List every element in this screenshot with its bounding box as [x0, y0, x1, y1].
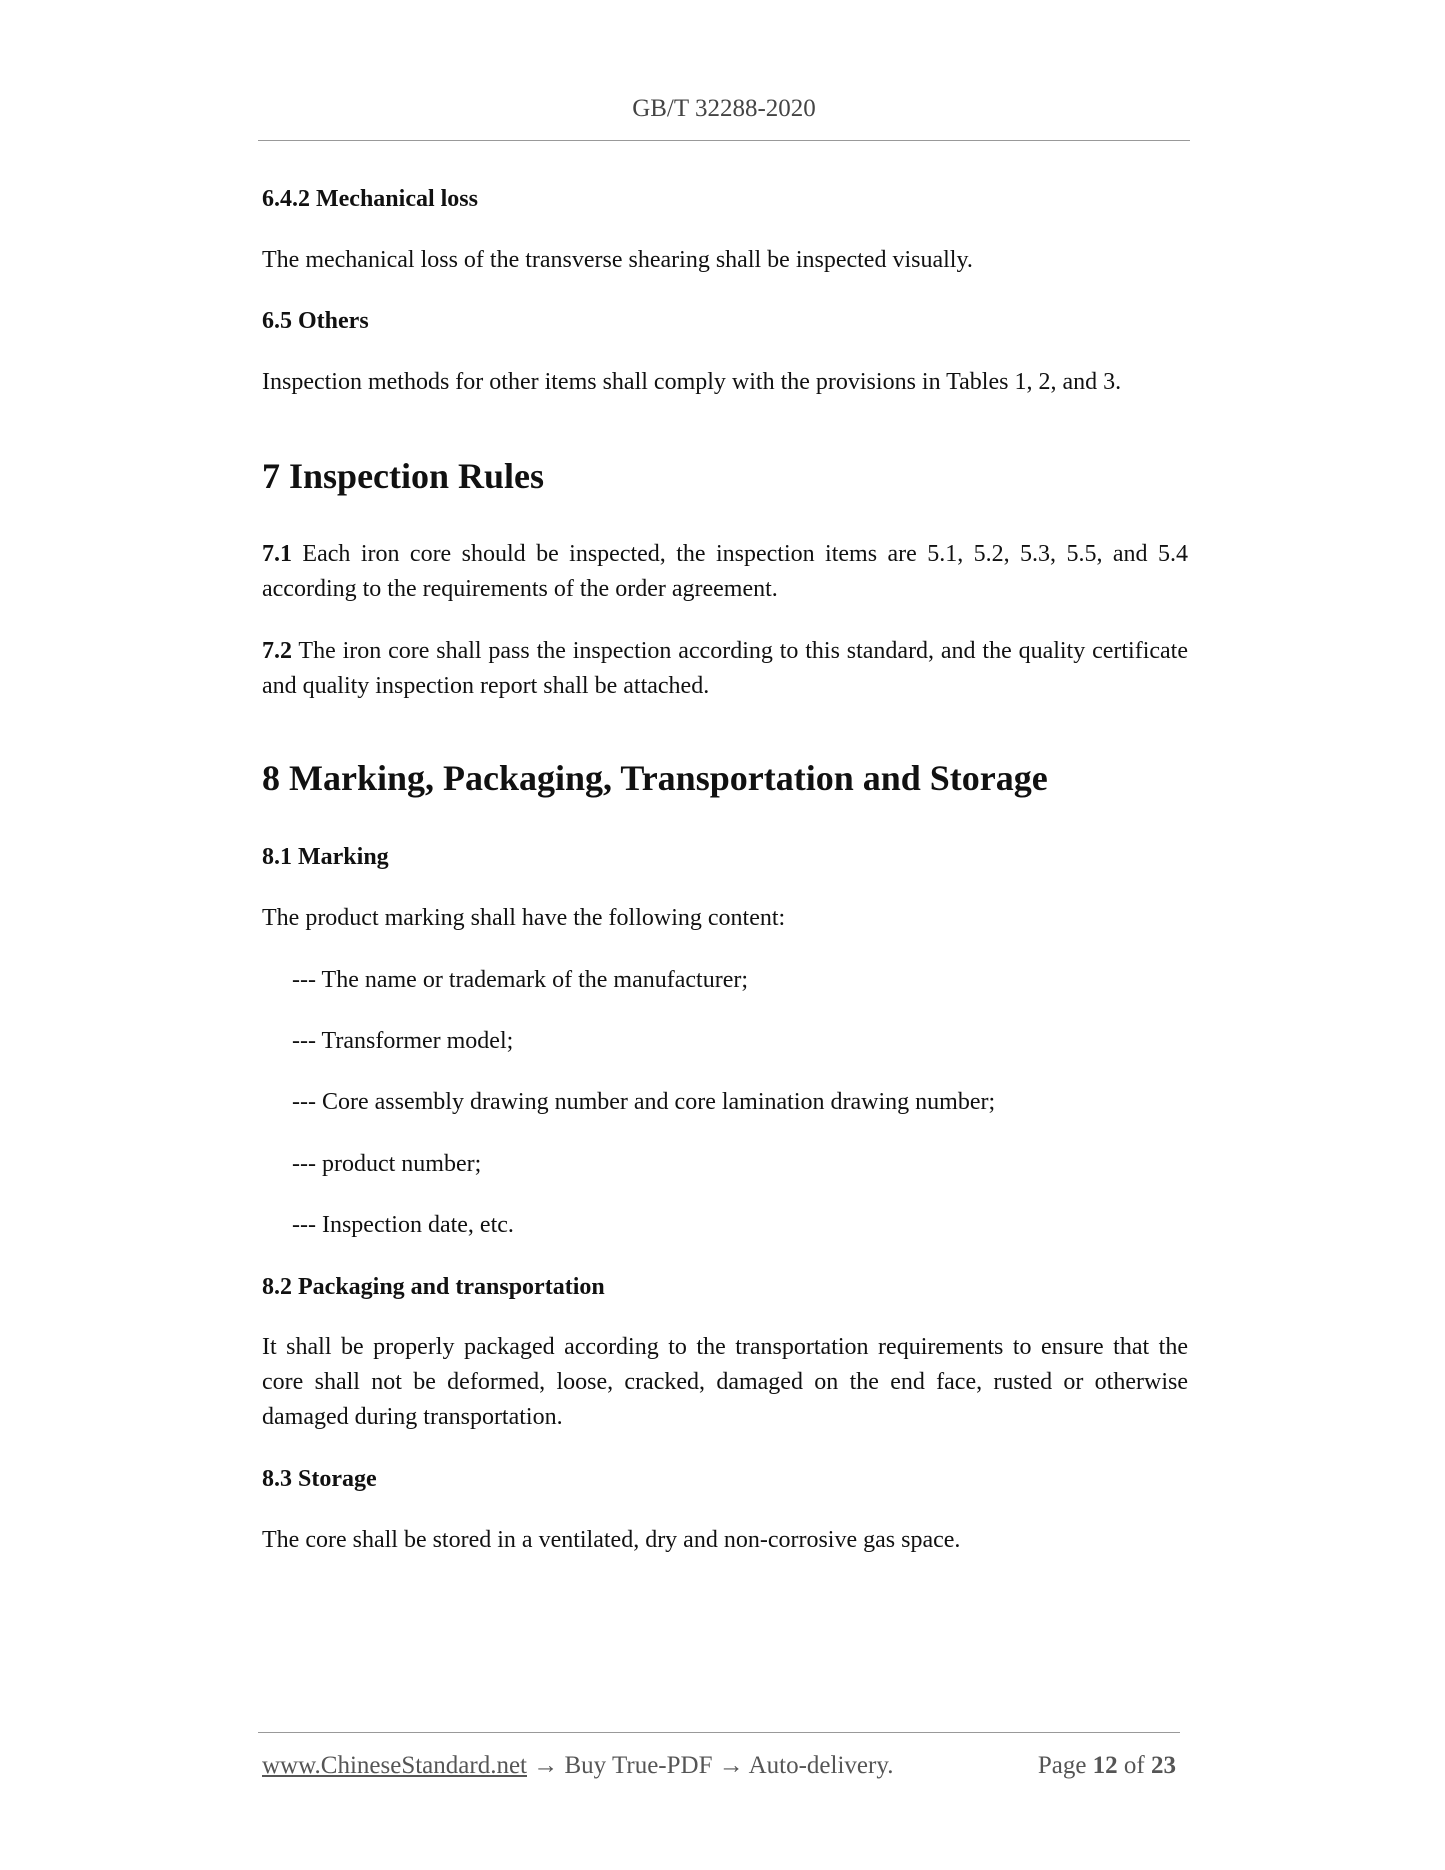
footer-promo [262, 1750, 893, 1782]
arrow-icon: → [712, 1752, 749, 1779]
heading-8: 8 Marking, Packaging, Transportation and Storage [262, 758, 1048, 798]
heading-6-5: 6.5 Others [262, 308, 369, 334]
paragraph-7-1 [262, 537, 1188, 607]
list-item: --- Inspection date, etc. [292, 1212, 514, 1238]
paragraph-7-2 [262, 634, 1188, 704]
site-link[interactable]: www.ChineseStandard.net [262, 1752, 527, 1779]
paragraph-8-2: It shall be properly packaged according to the transportation requirements to ensure that the core shall not be deformed, loose, cracked, damaged on the end face, rusted or otherwise damaged during transportation. [262, 1334, 1188, 1430]
paragraph-8-1-intro: The product marking shall have the following content: [262, 905, 786, 931]
clause-text-7-1: Each iron core should be inspected, the inspection items are 5.1, 5.2, 5.3, 5.5, and 5.4 according to the requirements of the order agreement. [262, 541, 1188, 602]
arrow-icon: → [527, 1752, 565, 1779]
heading-6-4-2: 6.4.2 Mechanical loss [262, 186, 478, 212]
list-item: --- Transformer model; [292, 1028, 514, 1054]
clause-number-7-1: 7.1 [262, 541, 292, 567]
of-label: of [1117, 1752, 1151, 1779]
total-page-count: 23 [1151, 1752, 1176, 1779]
list-item: --- product number; [292, 1151, 482, 1177]
paragraph-6-5: Inspection methods for other items shall comply with the provisions in Tables 1, 2, and 3. [262, 369, 1122, 395]
page-indicator [1038, 1750, 1176, 1782]
header-divider [258, 140, 1190, 141]
list-item: --- The name or trademark of the manufacturer; [292, 967, 748, 993]
heading-7: 7 Inspection Rules [262, 456, 545, 496]
page-label: Page [1037, 1752, 1093, 1779]
header-standard-number: GB/T 32288-2020 [632, 95, 816, 122]
footer-divider [258, 1732, 1180, 1733]
list-item: --- Core assembly drawing number and core lamination drawing number; [292, 1089, 996, 1115]
heading-8-2: 8.2 Packaging and transportation [262, 1274, 605, 1300]
clause-text-7-2: The iron core shall pass the inspection according to this standard, and the quality certificate and quality inspection report shall be attached. [262, 638, 1188, 699]
heading-8-3: 8.3 Storage [262, 1466, 377, 1492]
buy-pdf-text: Buy True-PDF [564, 1752, 713, 1779]
paragraph-8-3: The core shall be stored in a ventilated, dry and non-corrosive gas space. [262, 1527, 961, 1553]
heading-8-1: 8.1 Marking [262, 844, 389, 870]
clause-number-7-2: 7.2 [262, 638, 292, 664]
paragraph-6-4-2: The mechanical loss of the transverse shearing shall be inspected visually. [262, 247, 973, 273]
current-page-number: 12 [1092, 1752, 1118, 1779]
auto-delivery-text: Auto-delivery. [748, 1752, 894, 1779]
